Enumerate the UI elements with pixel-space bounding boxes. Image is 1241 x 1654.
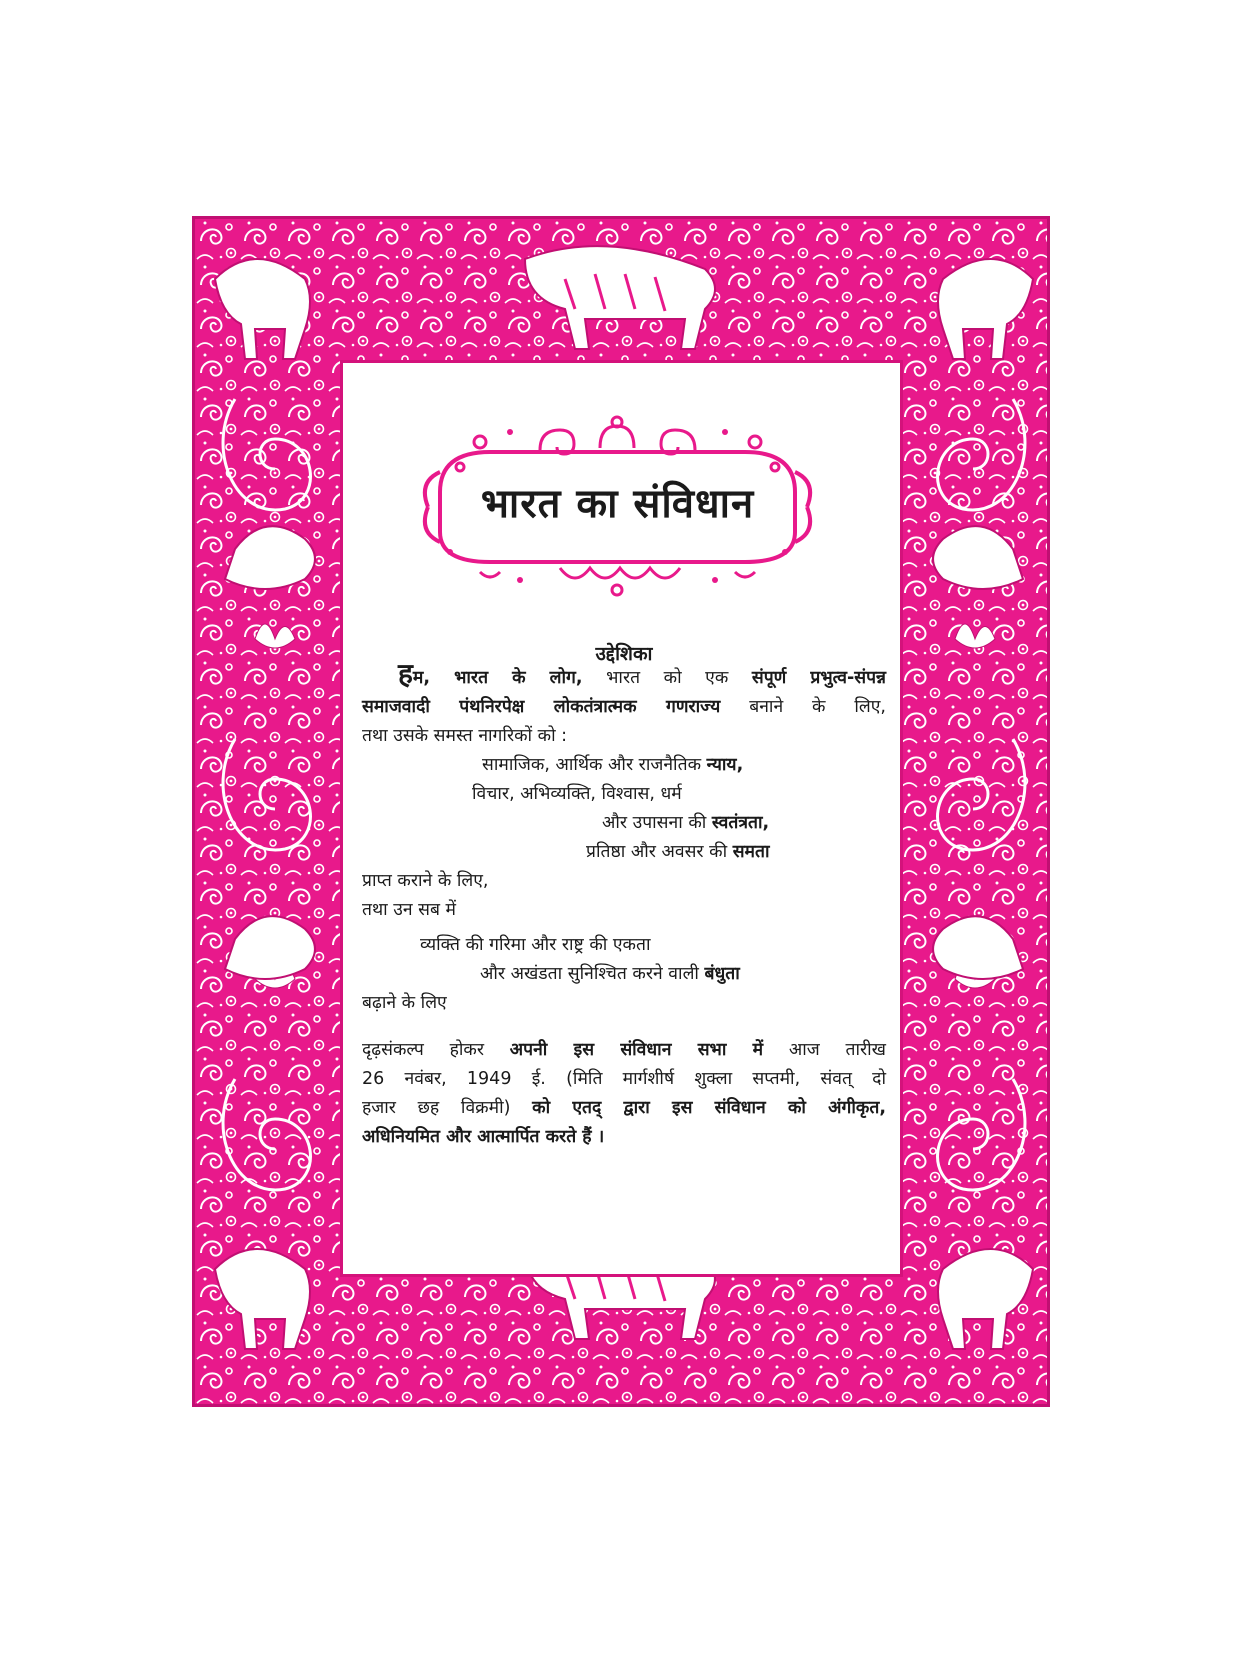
- preamble-heading: उद्देशिका: [595, 643, 653, 665]
- text-span: न्याय,: [706, 755, 744, 775]
- text-line: [362, 960, 886, 989]
- text-span: म, भारत के लोग,: [412, 668, 583, 688]
- text-line: 26 नवंबर, 1949 ई. (मिति मार्गशीर्ष शुक्ला सप्तमी, संवत् दो: [362, 1069, 886, 1089]
- text-line: [362, 751, 886, 780]
- text-span: बनाने के लिए,: [720, 697, 886, 717]
- text-span: दृढ़संकल्प होकर: [362, 1040, 510, 1060]
- text-line: व्यक्ति की गरिमा और राष्ट्र की एकता: [420, 935, 651, 955]
- drop-cap: ह: [398, 657, 413, 690]
- text-line: तथा उन सब में: [362, 900, 456, 920]
- text-span: हजार छह विक्रमी): [362, 1098, 533, 1118]
- text-span: और अखंडता सुनिश्चित करने वाली: [480, 964, 705, 984]
- text-span: स्वतंत्रता,: [711, 813, 770, 833]
- text-span: प्रतिष्ठा और अवसर की: [586, 842, 733, 862]
- text-line: बढ़ाने के लिए: [362, 993, 447, 1013]
- preamble-paragraph-2: [362, 1036, 886, 1152]
- text-span: को एतद् द्वारा इस संविधान को अंगीकृत,: [532, 1098, 886, 1118]
- text-line: अधिनियमित और आत्मार्पित करते हैं ।: [362, 1127, 605, 1147]
- text-span: भारत को एक: [582, 668, 752, 688]
- text-span: समाजवादी पंथनिरपेक्ष लोकतंत्रात्मक गणराज्य: [362, 697, 721, 717]
- text-span: आज तारीख: [763, 1040, 886, 1060]
- text-line: तथा उसके समस्त नागरिकों को :: [362, 726, 568, 746]
- text-line: [362, 838, 886, 867]
- title-cartouche: [420, 412, 815, 602]
- text-span: सामाजिक, आर्थिक और राजनैतिक: [482, 755, 707, 775]
- text-span: समता: [732, 842, 770, 862]
- text-span: और उपासना की: [602, 813, 712, 833]
- text-span: संपूर्ण प्रभुत्व-संपन्न: [751, 668, 887, 688]
- text-span: बंधुता: [704, 964, 740, 984]
- document-title: भारत का संविधान: [480, 481, 755, 527]
- text-line: [362, 809, 886, 838]
- text-line: [362, 1036, 886, 1065]
- text-line: प्राप्त कराने के लिए,: [362, 871, 489, 891]
- text-span: अपनी इस संविधान सभा में: [509, 1040, 764, 1060]
- text-line: विचार, अभिव्यक्ति, विश्वास, धर्म: [472, 784, 682, 804]
- text-line: [362, 1094, 886, 1123]
- text-line: [362, 693, 886, 722]
- preamble-paragraph-1: [362, 657, 887, 1018]
- text-line: [362, 657, 887, 693]
